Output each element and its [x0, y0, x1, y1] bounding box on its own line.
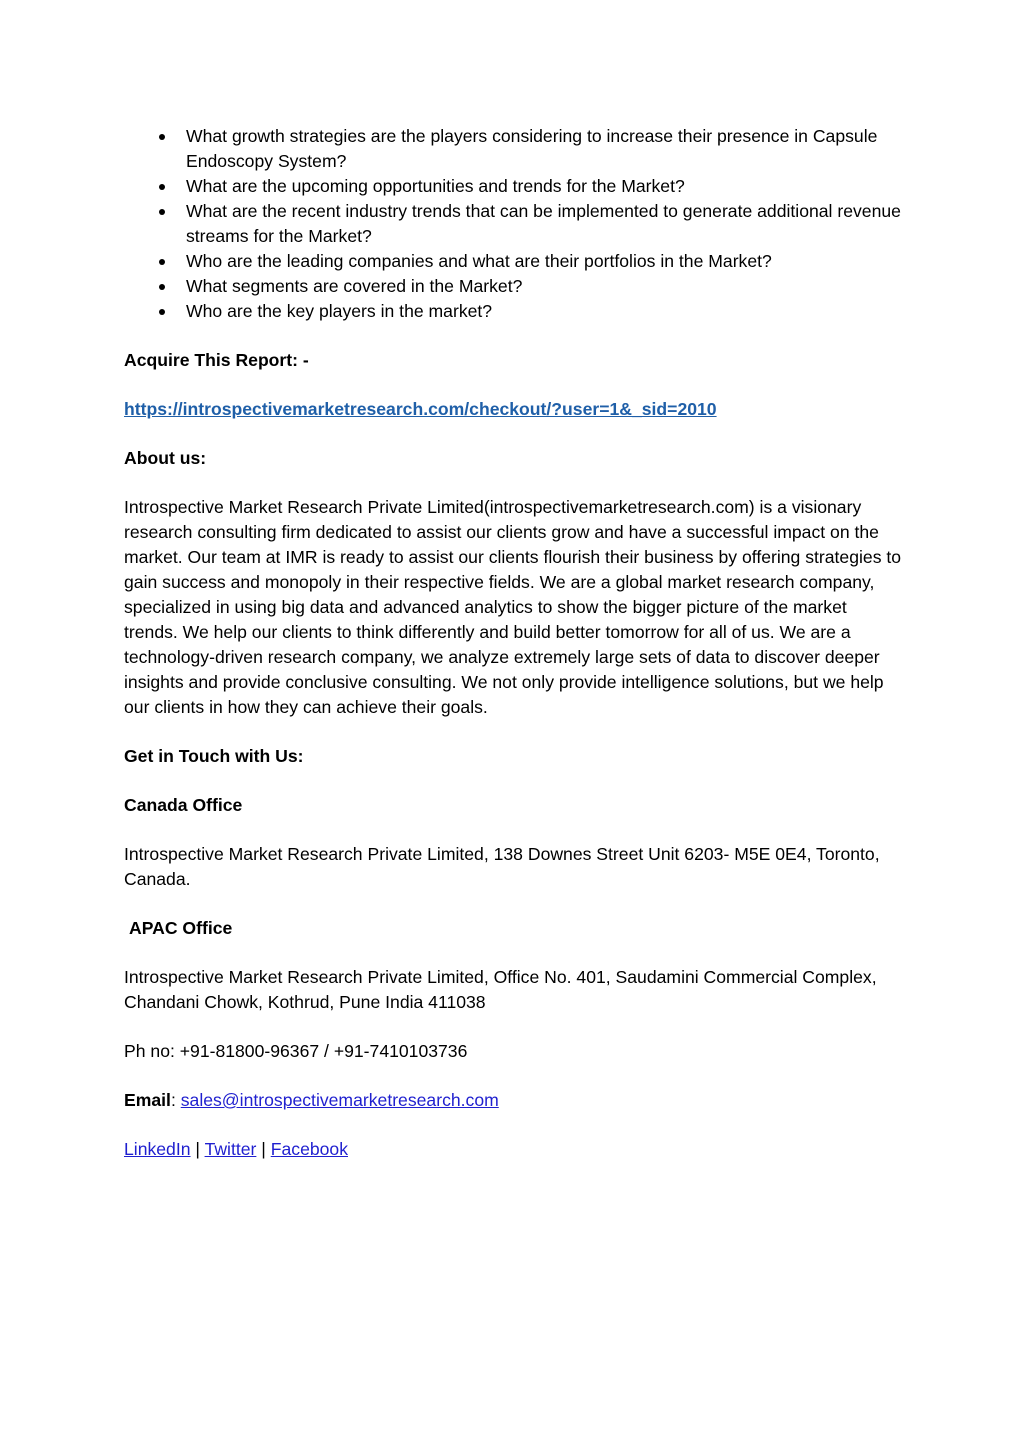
- list-item-text: What are the recent industry trends that can be implemented to generate additional revenue streams for the Market?: [186, 201, 901, 246]
- bullet-icon: [159, 309, 165, 315]
- acquire-heading: Acquire This Report: -: [124, 350, 309, 370]
- canada-office-address: Introspective Market Research Private Limited, 138 Downes Street Unit 6203- M5E 0E4, Toronto, Canada.: [124, 844, 880, 889]
- social-separator: |: [256, 1139, 271, 1159]
- about-body: Introspective Market Research Private Limited(introspectivemarketresearch.com) is a visionary research consulting firm dedicated to assist our clients grow and have a successful impact on the market. Our team at IMR is ready to assist our clients flourish their business by offering strategies to gain success and monopoly in their respective fields. We are a global market research company, specialized in using big data and advanced analytics to show the bigger picture of the market trends. We help our clients to think differently and build better tomorrow for all of us. We are a technology-driven research company, we analyze extremely large sets of data to discover deeper insights and provide conclusive consulting. We not only provide intelligence solutions, but we help our clients in how they can achieve their goals.: [124, 497, 902, 717]
- canada-office-heading: Canada Office: [124, 795, 243, 815]
- email-separator: :: [170, 1090, 181, 1110]
- facebook-link[interactable]: Facebook: [270, 1139, 348, 1159]
- social-separator: |: [190, 1139, 205, 1159]
- bullet-icon: [159, 209, 165, 215]
- bullet-icon: [159, 184, 165, 190]
- list-item-text: What are the upcoming opportunities and trends for the Market?: [186, 176, 685, 196]
- questions-list: [124, 124, 904, 324]
- apac-office-address: Introspective Market Research Private Limited, Office No. 401, Saudamini Commercial Complex, Chandani Chowk, Kothrud, Pune India 411038: [124, 967, 877, 1012]
- email-label: Email: [124, 1090, 171, 1110]
- list-item-text: What growth strategies are the players considering to increase their presence in Capsule Endoscopy System?: [186, 126, 878, 171]
- list-item-text: What segments are covered in the Market?: [186, 276, 523, 296]
- list-item: [124, 174, 904, 199]
- apac-office-heading: APAC Office: [129, 918, 233, 938]
- linkedin-link[interactable]: LinkedIn: [124, 1139, 191, 1159]
- list-item: [124, 299, 904, 324]
- phone-numbers: Ph no: +91-81800-96367 / +91-7410103736: [124, 1041, 468, 1061]
- bullet-icon: [159, 134, 165, 140]
- social-links: [124, 1137, 904, 1162]
- bullet-icon: [159, 259, 165, 265]
- bullet-icon: [159, 284, 165, 290]
- list-item-text: Who are the key players in the market?: [186, 301, 493, 321]
- list-item: [124, 199, 904, 249]
- document-page: [124, 124, 904, 1162]
- list-item: [124, 274, 904, 299]
- email-link[interactable]: sales@introspectivemarketresearch.com: [180, 1090, 499, 1110]
- contact-heading: Get in Touch with Us:: [124, 746, 304, 766]
- list-item-text: Who are the leading companies and what are their portfolios in the Market?: [186, 251, 772, 271]
- list-item: [124, 124, 904, 174]
- about-heading: About us:: [124, 448, 207, 468]
- checkout-link[interactable]: https://introspectivemarketresearch.com/checkout/?user=1&_sid=2010: [124, 399, 717, 419]
- list-item: [124, 249, 904, 274]
- acquire-link-row: [124, 397, 904, 422]
- twitter-link[interactable]: Twitter: [204, 1139, 257, 1159]
- email-row: [124, 1088, 904, 1113]
